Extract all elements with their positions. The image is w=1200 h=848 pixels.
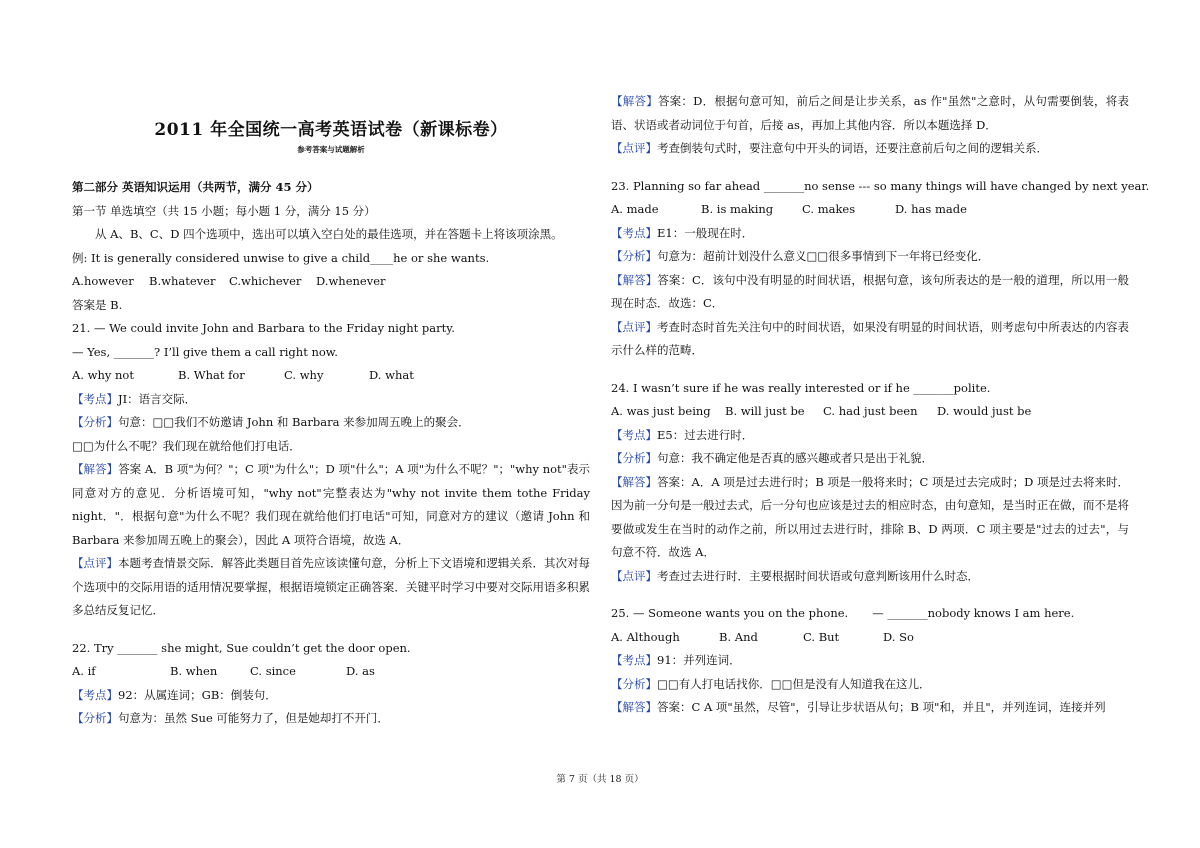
- dianping-tag: 【点评】: [72, 556, 119, 570]
- jieda-tag: 【解答】: [611, 272, 658, 287]
- fenxi-tag: 【分析】: [611, 249, 657, 263]
- stem-part: 25. — Someone wants you on the phone.: [611, 606, 849, 620]
- option: A. if: [72, 664, 96, 678]
- kaodian-tag: 【考点】: [611, 225, 657, 240]
- question-25-options: [611, 626, 1129, 650]
- option: A. was just being: [611, 404, 711, 418]
- option: C. But: [803, 629, 840, 644]
- question-22-options: [72, 660, 590, 684]
- dianping-tag: 【点评】: [611, 568, 657, 583]
- option: C. why: [284, 368, 324, 382]
- q23-kaodian: [611, 222, 1129, 246]
- fenxi-tag: 【分析】: [611, 676, 657, 691]
- question-21-stem-reply: — Yes, _______? I’ll give them a call right now.: [72, 344, 338, 359]
- dianping-text: 考查时态时首先关注句中的时间状语，如果没有明显的时间状语，则考虑句中所表达的内容表示什么样的范畴．: [611, 319, 1129, 357]
- option: C.whichever: [229, 274, 302, 288]
- dianping-text: 考查倒装句式时，要注意句中开头的词语，还要注意前后句之间的逻辑关系．: [657, 141, 1048, 155]
- q21-fenxi: [72, 411, 590, 435]
- example-stem: 例: It is generally considered unwise to give a child____he or she wants.: [72, 250, 490, 265]
- q21-dianping: [72, 552, 590, 623]
- instruction-text: 从 A、B、C、D 四个选项中，选出可以填入空白处的最佳选项，并在答题卡上将该项涂黑。: [95, 227, 563, 241]
- q25-jieda: [611, 696, 1129, 720]
- option: C. since: [250, 664, 296, 678]
- option: B. will just be: [725, 404, 805, 418]
- left-column: [72, 118, 590, 731]
- q25-kaodian: [611, 649, 1129, 673]
- question-21-options: [72, 364, 590, 388]
- jieda-text: 答案：C A 项"虽然，尽管"，引导让步状语从句；B 项"和，并且"，并列连词，连接并列: [657, 700, 1106, 714]
- kaodian-text: JI：语言交际．: [118, 391, 197, 406]
- q24-kaodian: [611, 424, 1129, 448]
- question-25-stem: [611, 602, 1129, 626]
- option: D. has made: [895, 202, 967, 216]
- kaodian-tag: 【考点】: [611, 653, 657, 667]
- kaodian-text: 92：从属连词；GB：倒装句．: [118, 687, 277, 702]
- q24-jieda: [611, 471, 1129, 565]
- section-subtitle: 第一节 单选填空（共 15 小题；每小题 1 分，满分 15 分）: [72, 203, 376, 218]
- kaodian-tag: 【考点】: [611, 427, 657, 442]
- kaodian-tag: 【考点】: [72, 687, 118, 702]
- q24-dianping: [611, 565, 1129, 589]
- jieda-tag: 【解答】: [611, 474, 658, 489]
- option: A.however: [72, 274, 134, 288]
- question-24-options: [611, 400, 1129, 424]
- jieda-text: 答案 A．B 项"为何？"；C 项"为什么"；D 项"什么"；A 项"为什么不呢？"；"why not"表示同意对方的意见．分析语境可知，"why not"完整表达为"why not invite them tothe Friday night．"．根据句意"为什么不呢？我们现在就给他们打电话"可知，同意对方的建议（邀请 John 和 Barbara 来参加周五晚上的聚会），因此 A 项符合语境，故选 A．: [72, 462, 590, 547]
- option: A. made: [611, 202, 659, 216]
- dianping-tag: 【点评】: [611, 319, 658, 334]
- right-column: [611, 90, 1150, 720]
- q22-dianping: [611, 137, 1129, 161]
- fenxi-text: 句意为：超前计划没什么意义□□很多事情到下一年将已经变化．: [657, 249, 990, 263]
- fenxi-tag: 【分析】: [72, 415, 118, 429]
- fenxi-tag: 【分析】: [611, 451, 657, 465]
- option: B.whatever: [149, 274, 216, 288]
- question-23-stem: 23. Planning so far ahead _______no sense --- so many things will have changed by next year.: [611, 178, 1150, 193]
- page-title: 2011 年全国统一高考英语试卷（新课标卷）: [154, 120, 508, 140]
- option: A. why not: [72, 368, 134, 382]
- q24-fenxi: [611, 447, 1129, 471]
- option: A. Although: [611, 629, 680, 644]
- fenxi-text: 句意为：虽然 Sue 可能努力了，但是她却打不开门．: [118, 711, 389, 725]
- dianping-tag: 【点评】: [611, 141, 657, 155]
- option: D.whenever: [316, 274, 386, 288]
- kaodian-tag: 【考点】: [72, 391, 118, 406]
- question-21-stem: 21. — We could invite John and Barbara to the Friday night party.: [72, 321, 455, 335]
- page-subtitle: 参考答案与试题解析: [297, 145, 365, 154]
- option: B. And: [719, 629, 758, 644]
- dianping-text: 考查过去进行时．主要根据时间状语或句意判断该用什么时态．: [657, 568, 979, 583]
- fenxi-tag: 【分析】: [72, 711, 118, 725]
- option: B. when: [170, 664, 218, 678]
- jieda-tag: 【解答】: [611, 94, 658, 108]
- example-answer: 答案是 B.: [72, 297, 123, 312]
- question-23-options: [611, 198, 1129, 222]
- question-24-stem: 24. I wasn’t sure if he was really interested or if he _______polite.: [611, 380, 991, 395]
- q22-fenxi: [72, 707, 590, 731]
- fenxi-text: 句意：□□我们不妨邀请 John 和 Barbara 来参加周五晚上的聚会．: [118, 415, 470, 429]
- option: D. as: [346, 664, 375, 678]
- jieda-text: 答案：A．A 项是过去进行时；B 项是一般将来时；C 项是过去完成时；D 项是过去将来时．因为前一分句是一般过去式，后一分句也应该是过去的相应时态，由句意知，是当时正在做，而不是将要做或发生在当时的动作之前，所以用过去进行时，排除 B、D 两项．C 项主要是"过去的过去"，与句意不符．故选 A．: [611, 474, 1129, 559]
- q23-dianping: [611, 316, 1129, 363]
- fenxi-text: 句意：我不确定他是否真的感兴趣或者只是出于礼貌．: [657, 451, 933, 465]
- option: C. makes: [802, 202, 856, 216]
- jieda-tag: 【解答】: [72, 462, 119, 476]
- jieda-tag: 【解答】: [611, 700, 657, 714]
- dianping-text: 本题考查情景交际．解答此类题目首先应该读懂句意，分析上下文语境和逻辑关系．其次对每个选项中的交际用语的适用情况要掌握，根据语境锁定正确答案．关键平时学习中要对交际用语多积累多总结反复记忆．: [72, 556, 590, 617]
- page-footer: 第 7 页（共 18 页）: [556, 774, 644, 785]
- jieda-text: 答案：D．根据句意可知，前后之间是让步关系，as 作"虽然"之意时，从句需要倒装，将表语、状语或者动词位于句首，后接 as，再加上其他内容．所以本题选择 D．: [611, 94, 1129, 132]
- kaodian-text: E1：一般现在时．: [657, 225, 754, 240]
- option: D. would just be: [937, 404, 1032, 418]
- option: D. what: [369, 368, 414, 382]
- q21-fenxi-cont: □□为什么不呢？我们现在就给他们打电话．: [72, 438, 301, 453]
- stem-part: — _______nobody knows I am here.: [872, 606, 1075, 620]
- option: D. So: [883, 629, 914, 644]
- option: C. had just been: [823, 404, 918, 418]
- jieda-text: 答案：C．该句中没有明显的时间状语，根据句意，该句所表达的是一般的道理，所以用一般现在时态．故选：C．: [611, 272, 1130, 310]
- q22-kaodian: [72, 684, 590, 708]
- q22-jieda: [611, 90, 1129, 137]
- option: B. What for: [178, 368, 245, 382]
- q21-kaodian: [72, 388, 590, 412]
- example-options: [72, 270, 590, 294]
- q23-jieda: [611, 269, 1129, 316]
- question-22-stem: 22. Try _______ she might, Sue couldn’t get the door open.: [72, 640, 411, 655]
- section-title: 第二部分 英语知识运用（共两节，满分 45 分）: [72, 180, 319, 194]
- kaodian-text: 91：并列连词．: [657, 653, 741, 667]
- fenxi-text: □□有人打电话找你．□□但是没有人知道我在这儿．: [657, 676, 931, 691]
- kaodian-text: E5：过去进行时．: [657, 427, 754, 442]
- q25-fenxi: [611, 673, 1129, 697]
- q23-fenxi: [611, 245, 1129, 269]
- option: B. is making: [701, 202, 774, 216]
- q21-jieda: [72, 458, 590, 552]
